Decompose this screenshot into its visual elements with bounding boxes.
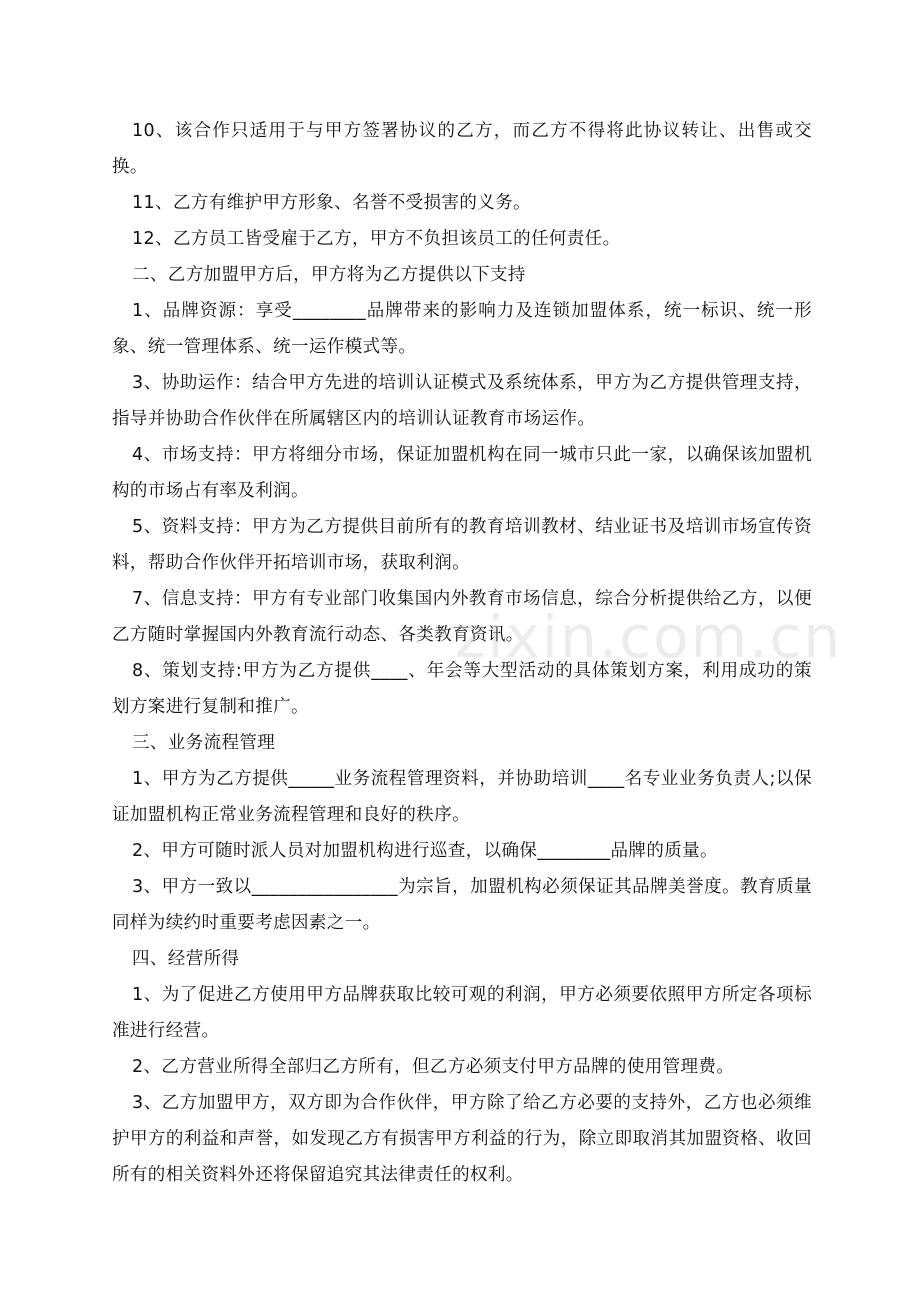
clause-12: 12、乙方员工皆受雇于乙方，甲方不负担该员工的任何责任。 bbox=[132, 229, 621, 249]
earnings-clause-1: 1、为了促进乙方使用甲方品牌获取比较可观的利润，甲方必须要依照甲方所定各项标准进行经营。 bbox=[112, 985, 812, 1041]
watermark: zixin.com.cn bbox=[455, 603, 843, 671]
support-market: 4、市场支持：甲方将细分市场，保证加盟机构在同一城市只此一家，以确保该加盟机构的市场占有率及利润。 bbox=[112, 445, 812, 501]
clause-11: 11、乙方有维护甲方形象、名誉不受损害的义务。 bbox=[132, 193, 531, 213]
support-materials: 5、资料支持：甲方为乙方提供目前所有的教育培训教材、结业证书及培训市场宣传资料，帮助合作伙伴开拓培训市场，获取利润。 bbox=[112, 517, 812, 573]
process-clause-3: 3、甲方一致以________________为宗旨，加盟机构必须保证其品牌美誉度。教育质量同样为续约时重要考虑因素之一。 bbox=[112, 877, 812, 933]
section-heading-earnings: 四、经营所得 bbox=[132, 949, 240, 969]
clause-10: 10、该合作只适用于与甲方签署协议的乙方，而乙方不得将此协议转让、出售或交换。 bbox=[112, 121, 812, 177]
support-brand-resources: 1、品牌资源：享受________品牌带来的影响力及连锁加盟体系，统一标识、统一形象、统一管理体系、统一运作模式等。 bbox=[112, 301, 812, 357]
section-heading-process: 三、业务流程管理 bbox=[132, 733, 276, 753]
support-information: 7、信息支持：甲方有专业部门收集国内外教育市场信息，综合分析提供给乙方，以便乙方随时掌握国内外教育流行动态、各类教育资讯。 bbox=[112, 589, 812, 645]
earnings-clause-3: 3、乙方加盟甲方，双方即为合作伙伴，甲方除了给乙方必要的支持外，乙方也必须维护甲方的利益和声誉，如发现乙方有损害甲方利益的行为，除立即取消其加盟资格、收回所有的相关资料外还将保留追究其法律责任的权利。 bbox=[112, 1093, 812, 1185]
support-operation-assistance: 3、协助运作：结合甲方先进的培训认证模式及系统体系，甲方为乙方提供管理支持，指导并协助合作伙伴在所属辖区内的培训认证教育市场运作。 bbox=[112, 373, 812, 429]
process-clause-1: 1、甲方为乙方提供_____业务流程管理资料，并协助培训____名专业业务负责人;以保证加盟机构正常业务流程管理和良好的秩序。 bbox=[112, 769, 812, 825]
support-planning: 8、策划支持:甲方为乙方提供____、年会等大型活动的具体策划方案，利用成功的策划方案进行复制和推广。 bbox=[112, 661, 812, 717]
earnings-clause-2: 2、乙方营业所得全部归乙方所有，但乙方必须支付甲方品牌的使用管理费。 bbox=[132, 1057, 735, 1077]
document-body bbox=[112, 113, 812, 1193]
process-clause-2: 2、甲方可随时派人员对加盟机构进行巡查，以确保________品牌的质量。 bbox=[132, 841, 718, 861]
section-heading-support: 二、乙方加盟甲方后，甲方将为乙方提供以下支持 bbox=[132, 265, 526, 285]
